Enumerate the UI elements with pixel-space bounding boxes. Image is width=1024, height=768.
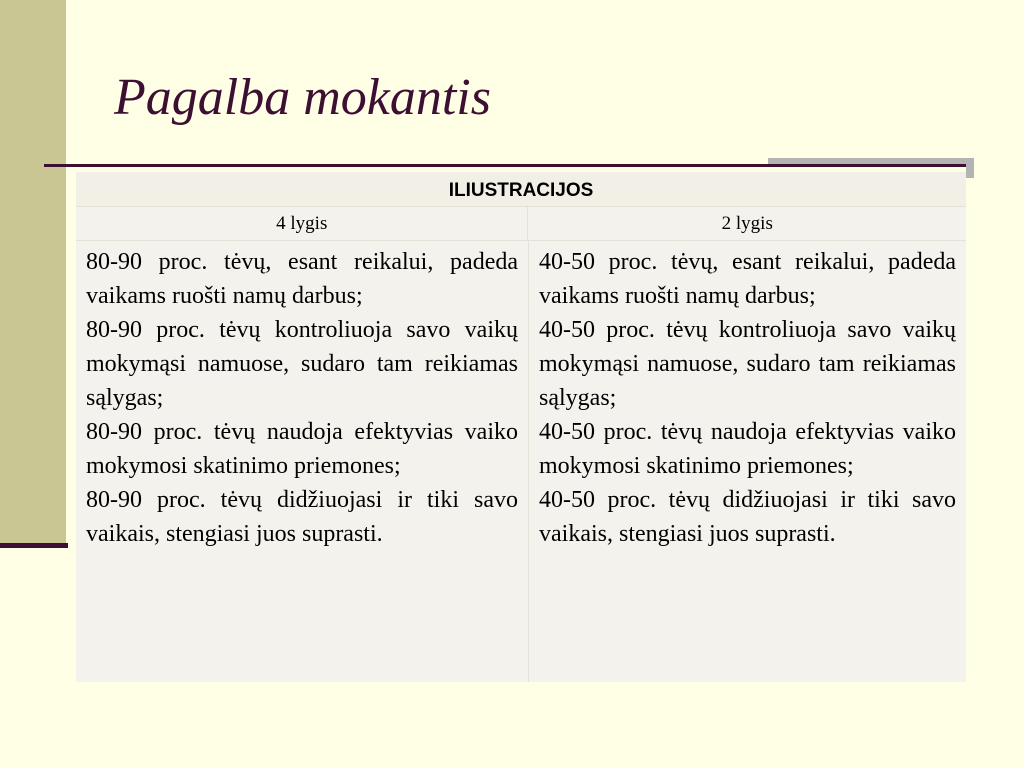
divider-shadow-corner xyxy=(966,158,974,178)
left-decorative-bar xyxy=(0,0,66,545)
list-item: 40-50 proc. tėvų naudoja efektyvias vaiko mokymosi skatinimo priemones; xyxy=(539,419,956,479)
slide-title: Pagalba mokantis xyxy=(114,69,491,126)
divider-shadow xyxy=(768,158,974,164)
list-item: 40-50 proc. tėvų didžiuojasi ir tiki savo vaikais, stengiasi juos suprasti. xyxy=(539,487,956,547)
list-item: 40-50 proc. tėvų, esant reikalui, padeda vaikams ruošti namų darbus; xyxy=(539,249,956,309)
list-item: 80-90 proc. tėvų, esant reikalui, padeda vaikams ruošti namų darbus; xyxy=(86,249,518,309)
left-bar-accent xyxy=(0,543,68,548)
content-row xyxy=(76,240,966,682)
list-item: 80-90 proc. tėvų didžiuojasi ir tiki savo vaikais, stengiasi juos suprasti. xyxy=(86,487,518,547)
column-header-4-lygis: 4 lygis xyxy=(76,206,527,240)
table-cell-4-lygis xyxy=(76,240,528,682)
list-item: 80-90 proc. tėvų kontroliuoja savo vaikų mokymąsi namuose, sudaro tam reikiamas sąlygas; xyxy=(86,317,518,411)
illustrations-table xyxy=(76,172,966,682)
table-header: ILIUSTRACIJOS xyxy=(76,172,966,206)
list-item: 40-50 proc. tėvų kontroliuoja savo vaikų mokymąsi namuose, sudaro tam reikiamas sąlygas; xyxy=(539,317,956,411)
level-row xyxy=(76,206,966,240)
column-header-2-lygis: 2 lygis xyxy=(527,206,966,240)
title-divider xyxy=(44,164,972,167)
list-item: 80-90 proc. tėvų naudoja efektyvias vaiko mokymosi skatinimo priemones; xyxy=(86,419,518,479)
table-cell-2-lygis xyxy=(528,240,966,682)
